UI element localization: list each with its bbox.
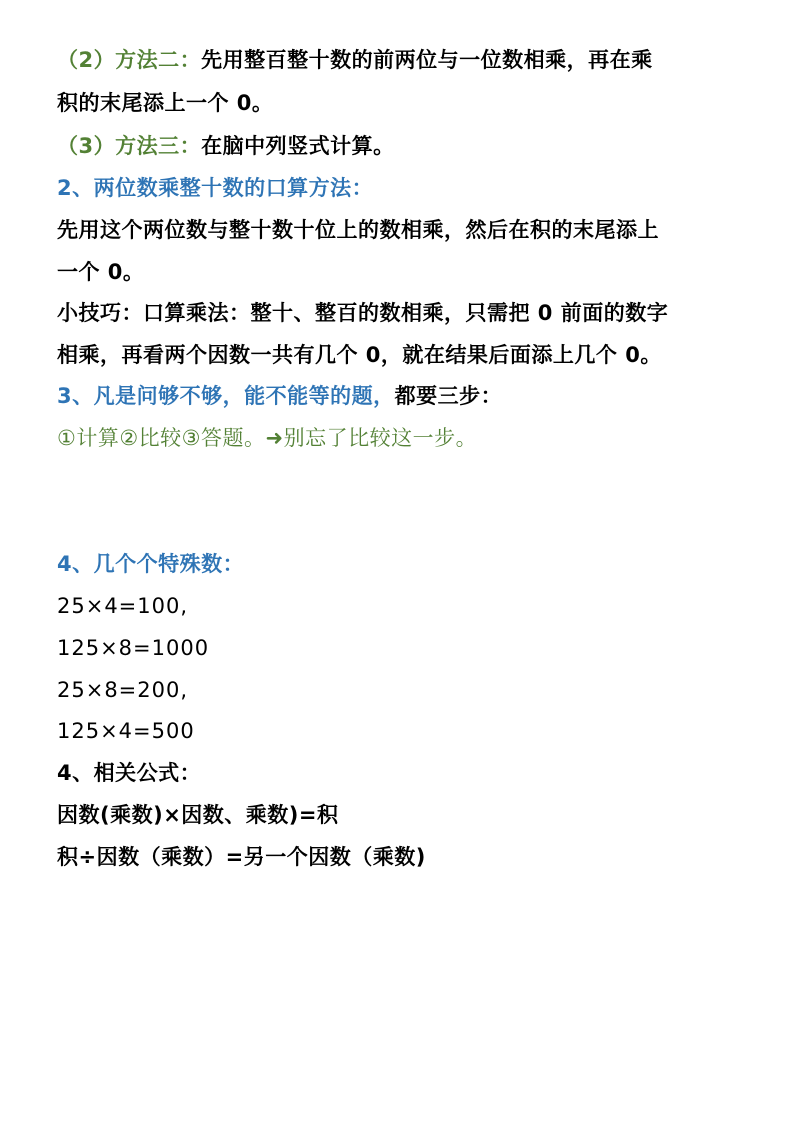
tip-line1: 小技巧：口算乘法：整十、整百的数相乘，只需把 0 前面的数字 — [57, 301, 669, 325]
heading-3 — [57, 382, 502, 410]
special-number-2: 125×8=1000 — [57, 636, 210, 660]
method2-line2: 积的末尾添上一个 0。 — [57, 91, 274, 115]
para2-line2: 一个 0。 — [57, 260, 145, 284]
steps-line: ①计算②比较③答题。➜别忘了比较这一步。 — [57, 426, 478, 450]
method2-text-line1: 先用整百整十数的前两位与一位数相乘，再在乘 — [201, 48, 653, 72]
heading-4-special: 4、几个个特殊数： — [57, 552, 245, 576]
formula-2: 积÷因数（乘数）=另一个因数（乘数) — [57, 845, 426, 869]
tip-line2: 相乘，再看两个因数一共有几个 0，就在结果后面添上几个 0。 — [57, 343, 662, 367]
method2-line1 — [57, 46, 653, 74]
method3-line — [57, 132, 395, 160]
method3-label: （3）方法三： — [57, 134, 202, 158]
method3-text: 在脑中列竖式计算。 — [201, 134, 395, 158]
heading-3-blue: 3、凡是问够不够，能不能等的题， — [57, 384, 395, 408]
special-number-3: 25×8=200, — [57, 678, 189, 702]
special-number-4: 125×4=500 — [57, 719, 195, 743]
heading-2: 2、两位数乘整十数的口算方法： — [57, 176, 374, 200]
heading-4-formulas: 4、相关公式： — [57, 761, 202, 785]
formula-1: 因数(乘数)×因数、乘数)=积 — [57, 803, 339, 827]
special-number-1: 25×4=100, — [57, 594, 189, 618]
method2-label: （2）方法二： — [57, 48, 202, 72]
para2-line1: 先用这个两位数与整十数十位上的数相乘，然后在积的末尾添上 — [57, 218, 659, 242]
heading-3-black: 都要三步： — [394, 384, 503, 408]
